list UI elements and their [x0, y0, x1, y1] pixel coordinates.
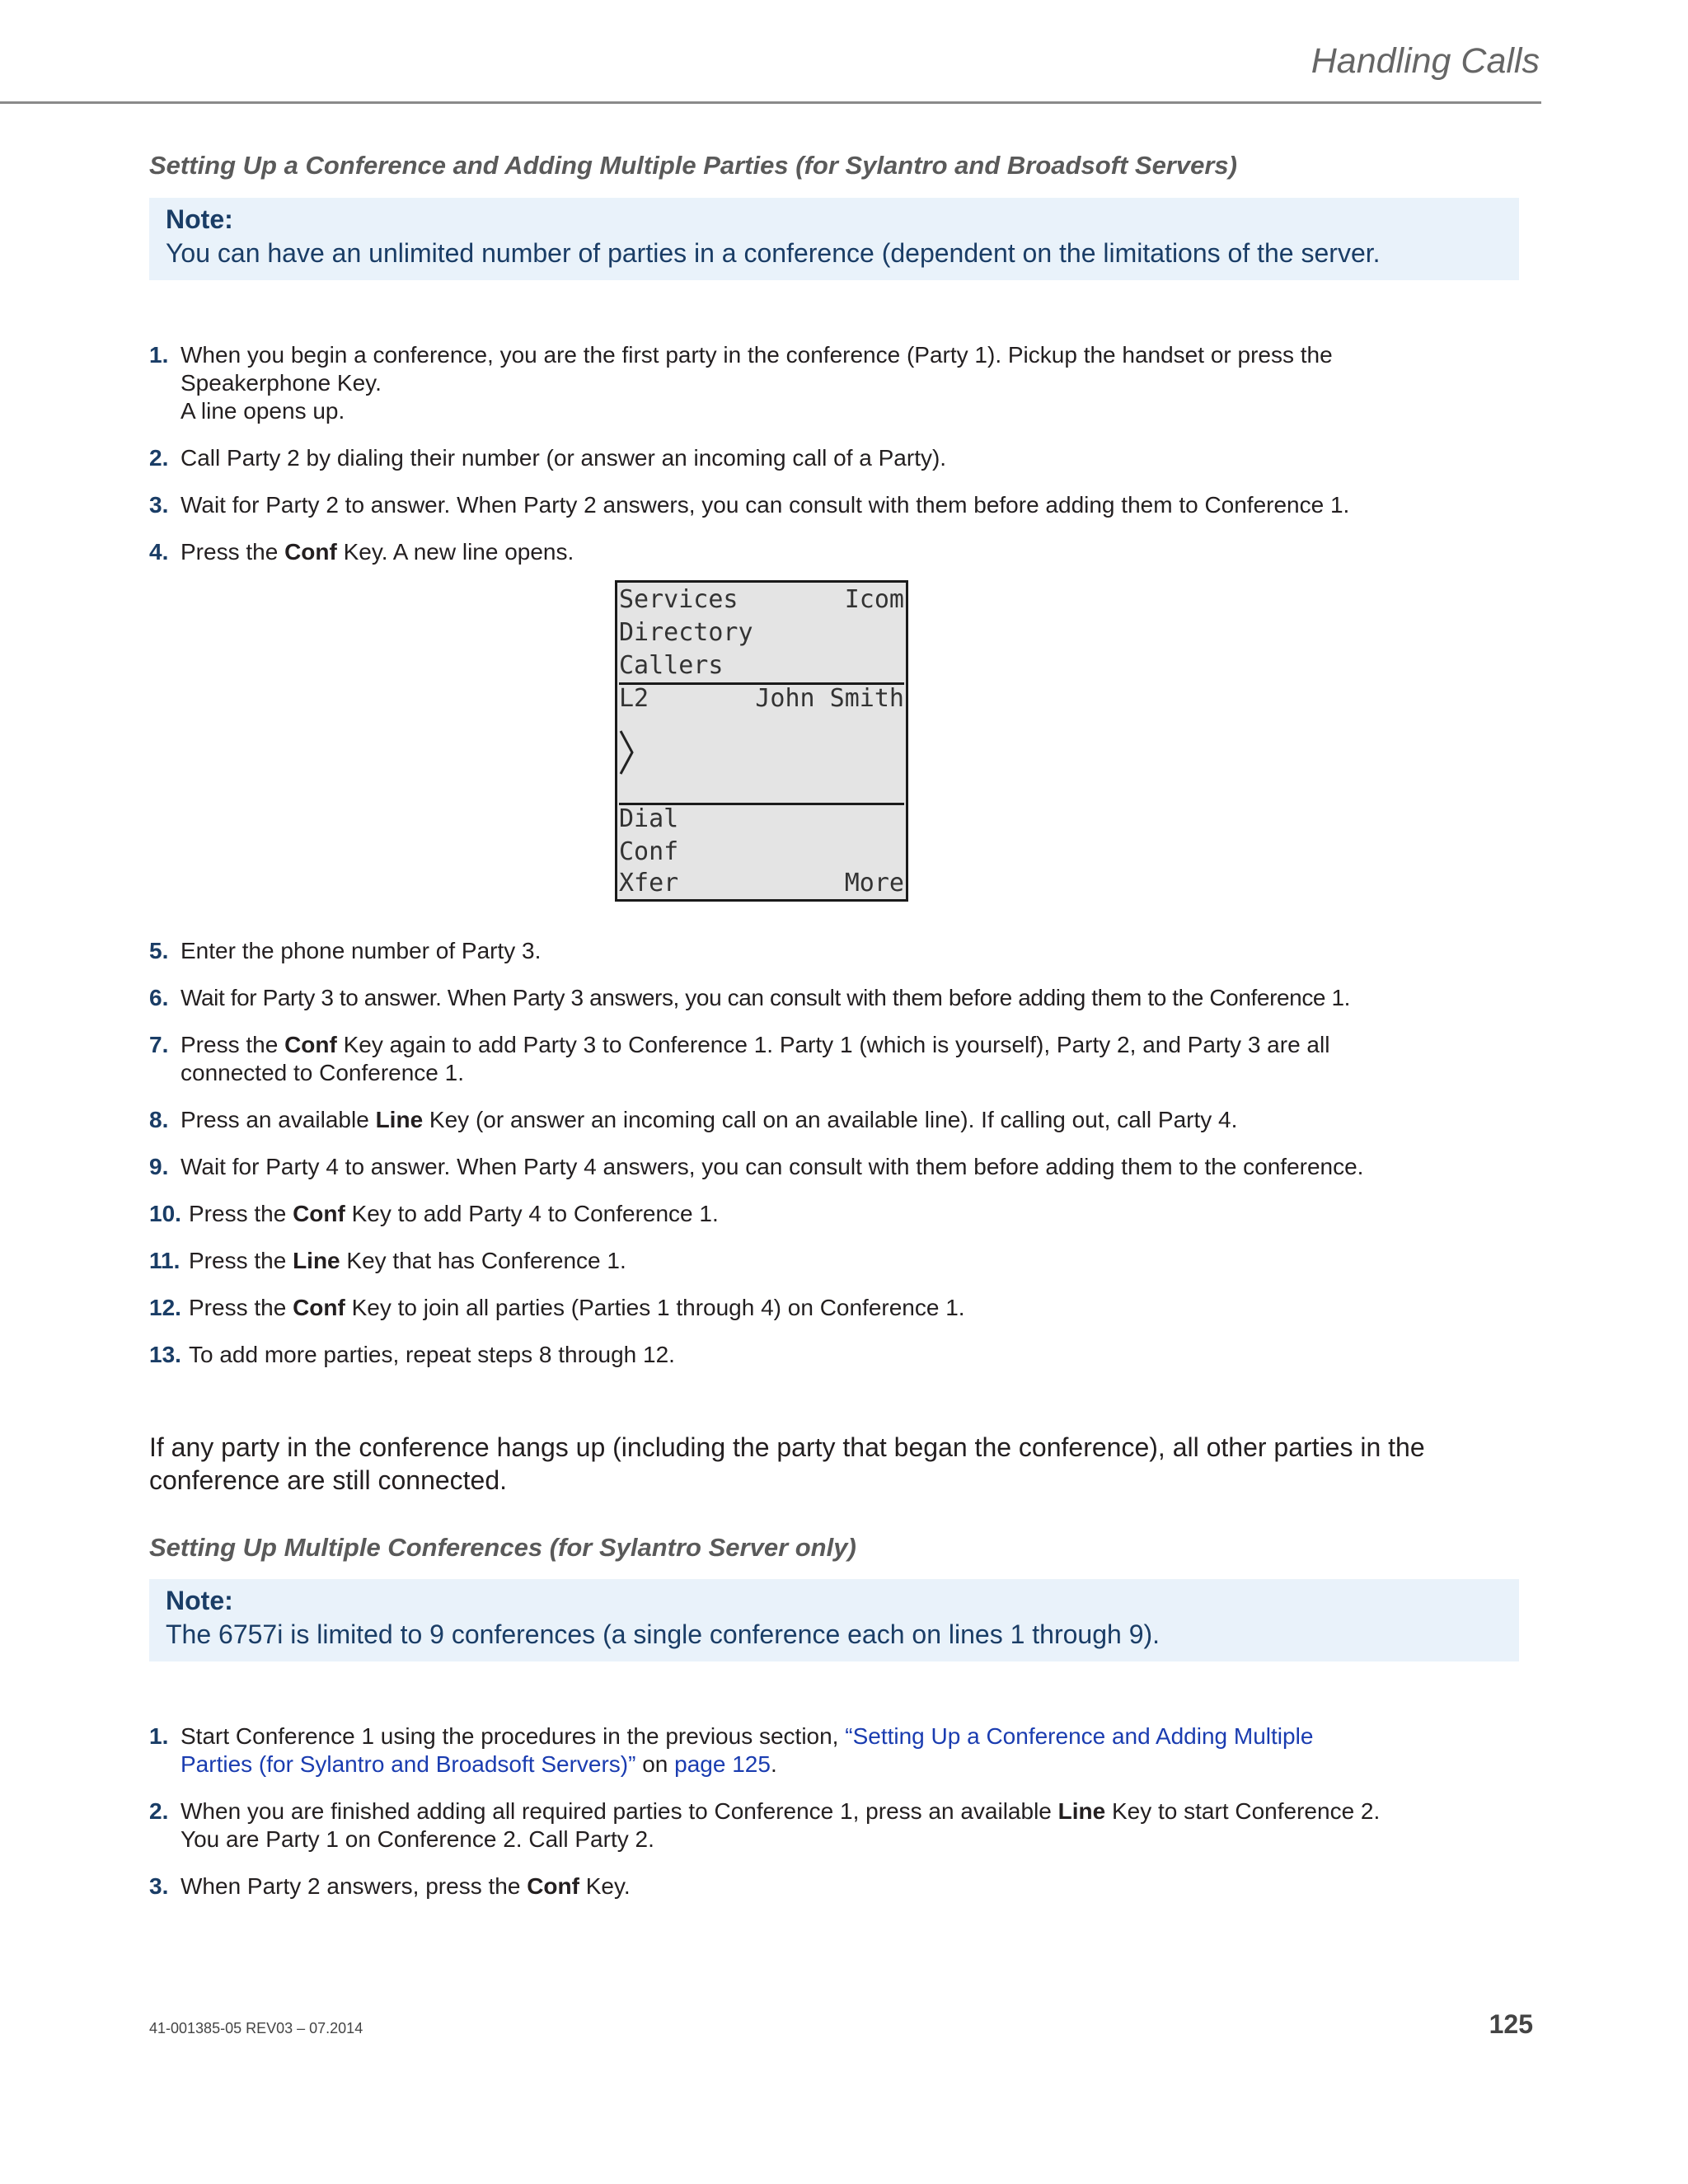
page-reference-link[interactable]: page 125: [674, 1751, 771, 1777]
key-name: Line: [375, 1107, 424, 1132]
step-text: Key.: [579, 1873, 631, 1899]
step-number: 2.: [149, 1798, 169, 1824]
step-number: 11.: [149, 1248, 181, 1273]
note-text: You can have an unlimited number of parties in a conference (dependent on the limitations of the server.: [166, 238, 1381, 268]
closing-paragraph: If any party in the conference hangs up (including the party that began the conference), all other parties in the conference are still connected.: [149, 1432, 1425, 1495]
step-number: 10.: [149, 1201, 181, 1226]
step-text: Press the: [189, 1248, 293, 1273]
step-text: Press the: [189, 1201, 293, 1226]
list-item: [149, 1031, 1435, 1087]
step-number: 1.: [149, 342, 169, 368]
step-number: 3.: [149, 1873, 169, 1899]
step-text: Key to join all parties (Parties 1 through 4) on Conference 1.: [345, 1295, 965, 1320]
step-result: A line opens up.: [181, 398, 345, 424]
softkey-conf[interactable]: Conf: [619, 837, 679, 866]
step-text: Call Party 2 by dialing their number (or answer an incoming call of a Party).: [181, 445, 947, 471]
footer-document-id: 41-001385-05 REV03 – 07.2014: [149, 2020, 363, 2036]
step-text: on: [635, 1751, 675, 1777]
step-text: Press the: [189, 1295, 293, 1320]
note-box-unlimited: [149, 198, 1519, 280]
list-item: [149, 1200, 1435, 1228]
list-item: [149, 984, 1435, 1012]
step-number: 12.: [149, 1295, 181, 1320]
softkey-xfer[interactable]: Xfer: [619, 869, 679, 898]
running-header-title: Handling Calls: [1311, 41, 1540, 81]
key-name: Conf: [284, 1032, 337, 1057]
note-title: Note:: [166, 204, 233, 234]
multiple-conference-steps-list: [149, 1722, 1435, 1919]
key-name: Conf: [293, 1201, 345, 1226]
step-text: When you begin a conference, you are the first party in the conference (Party 1). Pickup the handset or press the: [181, 342, 1333, 368]
list-item: [149, 1106, 1435, 1134]
section-cross-reference-link[interactable]: Parties (for Sylantro and Broadsoft Servers)”: [181, 1751, 636, 1777]
list-item: [149, 1294, 1435, 1322]
step-number: 13.: [149, 1342, 181, 1367]
section-heading-conference: Setting Up a Conference and Adding Multiple Parties (for Sylantro and Broadsoft Servers): [149, 151, 1237, 180]
cursor-arrow-icon: [619, 729, 635, 776]
header-rule: [0, 101, 1541, 104]
step-number: 2.: [149, 445, 169, 471]
step-text: When you are finished adding all required parties to Conference 1, press an available: [181, 1798, 1058, 1824]
step-text: Press the: [181, 539, 285, 565]
line-label: L2: [619, 684, 649, 713]
step-text: Wait for Party 4 to answer. When Party 4 answers, you can consult with them before adding them to the conference.: [181, 1154, 1364, 1179]
softkey-dial[interactable]: Dial: [619, 804, 679, 833]
section-cross-reference-link[interactable]: “Setting Up a Conference and Adding Multiple: [845, 1723, 1314, 1749]
list-item: [149, 937, 1435, 965]
step-number: 8.: [149, 1107, 169, 1132]
conference-steps-list: [149, 341, 1435, 585]
list-item: [149, 1797, 1435, 1854]
step-text: Key (or answer an incoming call on an available line). If calling out, call Party 4.: [423, 1107, 1238, 1132]
note-box-limit: [149, 1579, 1519, 1661]
page-number: 125: [1489, 2009, 1533, 2039]
step-number: 6.: [149, 985, 169, 1010]
list-item: [149, 538, 1435, 566]
phone-display-screen: [615, 580, 908, 902]
list-item: [149, 1722, 1435, 1779]
softkey-more[interactable]: More: [844, 869, 904, 898]
step-text: connected to Conference 1.: [181, 1060, 465, 1085]
key-name: Line: [1057, 1798, 1106, 1824]
step-text: To add more parties, repeat steps 8 through 12.: [189, 1342, 675, 1367]
step-text: Press an available: [181, 1107, 376, 1132]
softkey-icom[interactable]: Icom: [844, 585, 904, 614]
step-text: Speakerphone Key.: [181, 370, 382, 396]
list-item: [149, 341, 1435, 425]
step-text: Key that has Conference 1.: [340, 1248, 626, 1273]
step-text: Press the: [181, 1032, 285, 1057]
step-text: Key to start Conference 2.: [1105, 1798, 1381, 1824]
step-number: 5.: [149, 938, 169, 963]
key-name: Line: [293, 1248, 340, 1273]
softkey-directory[interactable]: Directory: [619, 618, 753, 647]
section-heading-multiple-conferences: Setting Up Multiple Conferences (for Sylantro Server only): [149, 1533, 856, 1562]
step-text: Enter the phone number of Party 3.: [181, 938, 542, 963]
conference-steps-list-continued: [149, 937, 1435, 1388]
list-item: [149, 491, 1435, 519]
key-name: Conf: [293, 1295, 345, 1320]
softkey-services[interactable]: Services: [619, 585, 738, 614]
list-item: [149, 444, 1435, 472]
step-text: Key again to add Party 3 to Conference 1. Party 1 (which is yourself), Party 2, and Party 3 are all: [336, 1032, 1330, 1057]
step-text: .: [770, 1751, 777, 1777]
key-name: Conf: [284, 539, 337, 565]
key-name: Conf: [527, 1873, 579, 1899]
step-number: 7.: [149, 1032, 169, 1057]
step-number: 9.: [149, 1154, 169, 1179]
step-text: Start Conference 1 using the procedures in the previous section,: [181, 1723, 846, 1749]
note-text: The 6757i is limited to 9 conferences (a single conference each on lines 1 through 9).: [166, 1619, 1160, 1649]
caller-name: John Smith: [755, 684, 904, 713]
step-text: When Party 2 answers, press the: [181, 1873, 528, 1899]
list-item: [149, 1153, 1435, 1181]
step-number: 3.: [149, 492, 169, 518]
step-number: 1.: [149, 1723, 169, 1749]
step-text: Wait for Party 2 to answer. When Party 2 answers, you can consult with them before adding them to Conference 1.: [181, 492, 1350, 518]
step-text: Key to add Party 4 to Conference 1.: [345, 1201, 719, 1226]
step-text: You are Party 1 on Conference 2. Call Party 2.: [181, 1826, 654, 1852]
step-text: Wait for Party 3 to answer. When Party 3 answers, you can consult with them before adding them to the Conference 1.: [181, 985, 1351, 1010]
list-item: [149, 1247, 1435, 1275]
step-text: Key. A new line opens.: [336, 539, 574, 565]
softkey-callers[interactable]: Callers: [619, 651, 724, 680]
list-item: [149, 1872, 1435, 1900]
list-item: [149, 1341, 1435, 1369]
step-number: 4.: [149, 539, 169, 565]
note-title: Note:: [166, 1586, 233, 1615]
